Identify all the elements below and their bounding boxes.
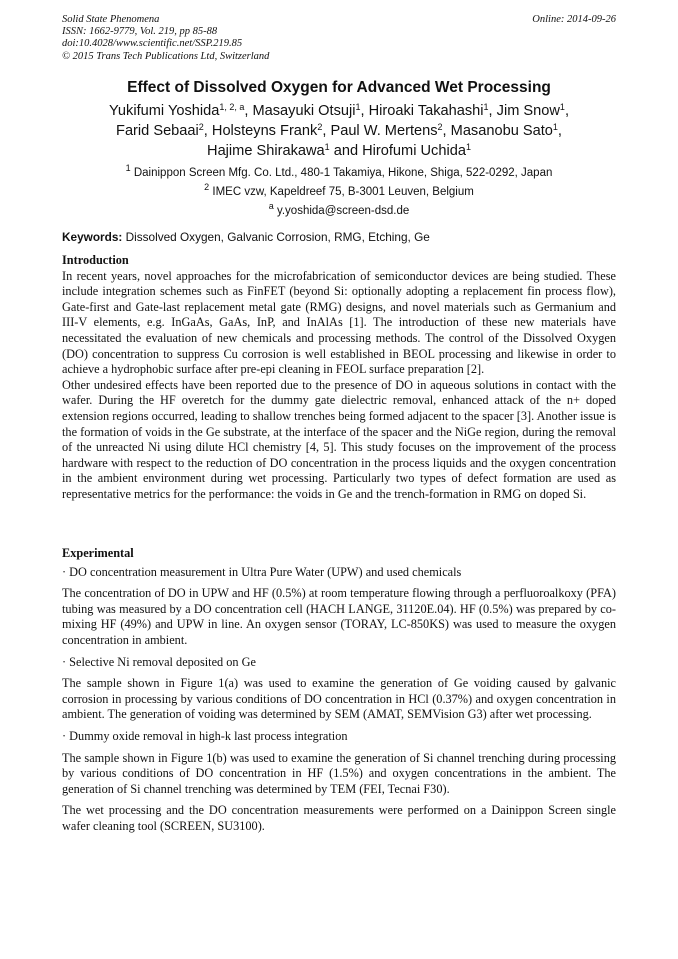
paper-title: Effect of Dissolved Oxygen for Advanced Wet Processing (127, 79, 551, 96)
journal-copyright: © 2015 Trans Tech Publications Ltd, Switzerland (62, 50, 270, 62)
author-affil-mark: 1, 2, a (219, 102, 245, 112)
author-name: Yukifumi Yoshida (109, 103, 220, 119)
experimental-section (62, 546, 616, 835)
author-line-3 (62, 141, 616, 161)
affiliation-email (62, 201, 616, 218)
author-affil-mark: 1 (465, 142, 471, 152)
introduction-paragraph-2: Other undesired effects have been reported due to the presence of DO in aqueous solutions in contact with the wafer. During the HF overetch for the dummy gate dielectric removal, enhanced attack of the n+ doped extension regions occurred, leading to shallow trenches being formed adjacent to the spacer [3]. Another issue is the formation of voids in the Ge substrate, at the interface of the spacer and the NiGe region, during the removal of the unreacted Ni using dilute HCl chemistry [4, 5]. This study focuses on the improvement of the process hardware with respect to the reduction of DO concentration in the process liquids and the oxygen concentration in the ambient environment during wet processing. Particularly two types of defect formation are used as representative metrics for the performance: the voids in Ge and the trench-formation in RMG on doped Si. (62, 377, 616, 501)
experimental-paragraph-4: The wet processing and the DO concentration measurements were performed on a Dainippon Screen single wafer cleaning tool (SCREEN, SU3100). (62, 803, 616, 833)
introduction-heading: Introduction (62, 253, 129, 267)
author-sep: , (557, 123, 562, 139)
author-line-2 (62, 121, 616, 141)
author-sep: , (203, 123, 212, 139)
author-affil-mark: 1 (324, 142, 330, 152)
affiliation-mark: 1 (125, 163, 131, 173)
author-name: Masayuki Otsuji (252, 103, 356, 119)
author-name: Masanobu Sato (450, 123, 553, 139)
author-affil-mark: 1 (355, 102, 361, 112)
author-sep: , (442, 123, 451, 139)
author-name: Paul W. Mertens (330, 123, 438, 139)
affiliation-mark: 2 (204, 182, 210, 192)
author-name: Hiroaki Takahashi (368, 103, 484, 119)
author-affil-mark: 2 (317, 122, 323, 132)
experimental-subheading-2: · Selective Ni removal deposited on Ge (62, 654, 256, 669)
introduction-paragraph-1: In recent years, novel approaches for the microfabrication of semiconductor devices are being studied. These include integration schemes such as FinFET (beyond Si: optionally adopting a replacement fin process flow), Gate-first and Gate-last replacement metal gate (RMG) designs, and novel materials such as Germanium and III-V elements, e.g. InGaAs, GaAs, InP, and InAlAs [1]. The introduction of these new materials have necessitated the evaluation of new chemicals and processing methods. The control of the Dissolved Oxygen (DO) concentration to suppress Cu corrosion is well established in BEOL processing and likewise in order to achieve a hydrophobic surface after pre-epi cleaning in FEOL surface preparation [2]. (62, 268, 616, 377)
author-sep: , (564, 103, 569, 119)
keywords (62, 230, 616, 244)
online-date: Online: 2014-09-26 (532, 14, 616, 25)
author-name: Jim Snow (496, 103, 560, 119)
author-line-1 (62, 101, 616, 121)
affiliation-1 (62, 163, 616, 180)
journal-header (62, 14, 616, 63)
author-email: y.yoshida@screen-dsd.de (276, 205, 410, 217)
author-name: Holsteyns Frank (211, 123, 318, 139)
author-name: Hirofumi Uchida (362, 143, 466, 159)
experimental-paragraph-3: The sample shown in Figure 1(b) was used to examine the generation of Si channel trenching during processing by various conditions of DO concentration in HF (1.5%) and oxygen concentrations in the ambient. The generation of Si channel trenching was determined by TEM (FEI, Tecnai F30). (62, 750, 616, 796)
experimental-heading: Experimental (62, 546, 134, 560)
experimental-paragraph-2: The sample shown in Figure 1(a) was used to examine the generation of Ge voiding caused by galvanic corrosion in processing by various conditions of DO concentration in HCl (0.37%) and oxygen concentration in ambient. The generation of voiding was determined by SEM (AMAT, SEMVision G3) after wet processing. (62, 676, 616, 722)
keywords-text: Dissolved Oxygen, Galvanic Corrosion, RMG, Etching, Ge (125, 230, 430, 244)
affiliation-2 (62, 182, 616, 199)
journal-doi: doi:10.4028/www.scientific.net/SSP.219.85 (62, 38, 243, 50)
author-sep: , (360, 103, 369, 119)
affiliation-text: IMEC vzw, Kapeldreef 75, B-3001 Leuven, Belgium (212, 186, 474, 198)
affiliation-text: Dainippon Screen Mfg. Co. Ltd., 480-1 Takamiya, Hikone, Shiga, 522-0292, Japan (133, 167, 553, 179)
author-affil-mark: 1 (559, 102, 565, 112)
experimental-subheading-1: · DO concentration measurement in Ultra Pure Water (UPW) and used chemicals (62, 564, 462, 579)
introduction-section (62, 253, 616, 503)
keywords-label: Keywords: (62, 230, 123, 244)
author-sep: , (488, 103, 497, 119)
author-sep: and (329, 143, 363, 159)
author-affil-mark: 2 (198, 122, 204, 132)
author-list (62, 101, 616, 161)
author-name: Hajime Shirakawa (207, 143, 325, 159)
journal-name: Solid State Phenomena (62, 14, 160, 25)
author-sep: , (244, 103, 253, 119)
author-affil-mark: 2 (437, 122, 443, 132)
experimental-subheading-3: · Dummy oxide removal in high-k last process integration (62, 728, 348, 743)
author-name: Farid Sebaai (116, 123, 199, 139)
experimental-paragraph-1: The concentration of DO in UPW and HF (0.5%) at room temperature flowing through a perfluoroalkoxy (PFA) tubing was measured by a DO concentration cell (HACH LANGE, 31120E.04). HF (0.5%) was prepared by co-mixing HF (49%) and UPW in line. An oxygen sensor (TORAY, LC-850KS) was used to measure the oxygen concentration in ambient. (62, 586, 616, 647)
author-affil-mark: 1 (552, 122, 558, 132)
journal-issn: ISSN: 1662-9779, Vol. 219, pp 85-88 (62, 26, 218, 38)
affiliation-mark: a (268, 201, 274, 211)
author-affil-mark: 1 (483, 102, 489, 112)
author-sep: , (322, 123, 331, 139)
